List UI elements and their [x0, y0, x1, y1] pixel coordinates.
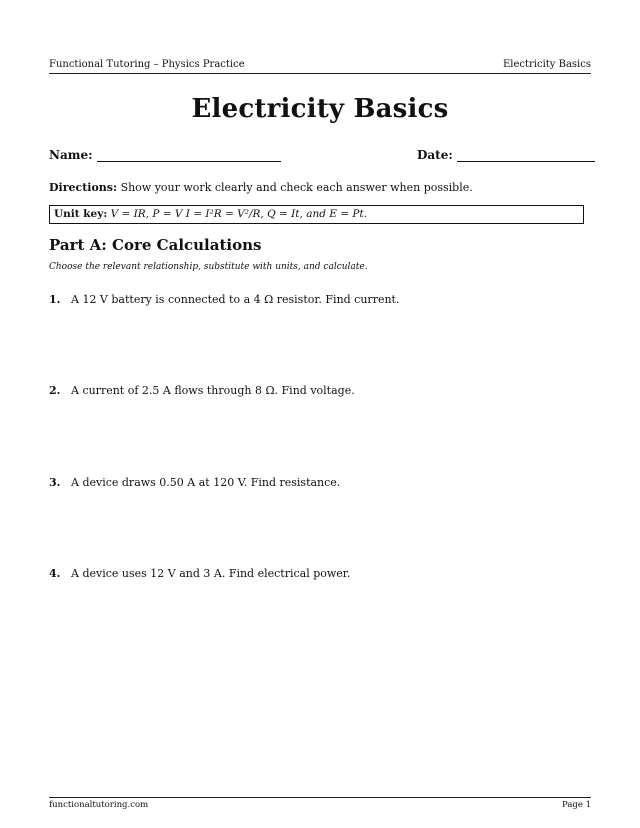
question-number: 2.: [49, 384, 61, 397]
question-2: [49, 384, 355, 397]
directions: [49, 181, 473, 194]
date-blank-line[interactable]: [457, 149, 595, 162]
question-text: A device uses 12 V and 3 A. Find electrical power.: [71, 567, 351, 580]
question-number: 4.: [49, 567, 61, 580]
question-text: A 12 V battery is connected to a 4 Ω resistor. Find current.: [71, 293, 400, 306]
page-footer: [49, 797, 591, 810]
directions-text: Show your work clearly and check each answer when possible.: [120, 181, 473, 194]
date-label: Date:: [417, 148, 453, 162]
question-number: 1.: [49, 293, 61, 306]
unit-key-label: Unit key:: [54, 208, 108, 220]
question-text: A current of 2.5 A flows through 8 Ω. Find voltage.: [71, 384, 355, 397]
worksheet-page: [49, 0, 591, 828]
footer-page-number: Page 1: [562, 800, 591, 810]
name-blank-line[interactable]: [97, 149, 281, 162]
date-field[interactable]: [417, 148, 595, 162]
question-number: 3.: [49, 476, 61, 489]
header-right-text: Electricity Basics: [502, 59, 591, 70]
question-1: [49, 293, 399, 306]
header-left-text: Functional Tutoring – Physics Practice: [49, 59, 245, 70]
question-3: [49, 476, 340, 489]
unit-key-equations: V = IR, P = V I = I²R = V²/R, Q = It, and E = Pt.: [110, 208, 368, 220]
footer-website: functionaltutoring.com: [49, 800, 149, 810]
name-field[interactable]: [49, 148, 281, 162]
question-4: [49, 567, 350, 580]
question-text: A device draws 0.50 A at 120 V. Find resistance.: [71, 476, 341, 489]
page-header: [49, 57, 591, 74]
part-a-subheading: Choose the relevant relationship, substitute with units, and calculate.: [49, 262, 368, 272]
name-label: Name:: [49, 148, 93, 162]
page-title: Electricity Basics: [191, 94, 449, 124]
unit-key-box: [49, 205, 584, 224]
part-a-heading: Part A: Core Calculations: [49, 236, 262, 254]
directions-label: Directions:: [49, 181, 118, 194]
